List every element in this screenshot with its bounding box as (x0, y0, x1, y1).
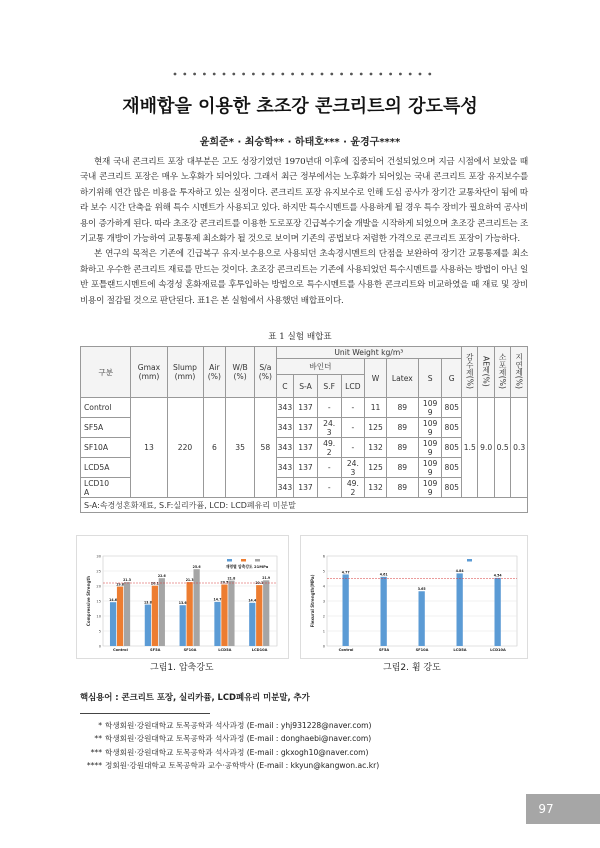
decorative-dot (419, 73, 422, 76)
cell-latex: 89 (386, 478, 418, 498)
bar-value-label: 20.1 (150, 581, 159, 586)
paragraph-2: 본 연구의 목적은 기존에 긴급복구 유지·보수용으로 사용되던 초속경시멘트의 단점을 보완하여 장기간 교통통제를 최소화하고 우수한 콘크리트 재료를 만드는 것이다. 초조강 콘크리트는 기존에 사용되었던 특수시멘트를 사용하는 방법이 아닌 일반 포틀랜드시멘트에 속경성 혼화재료를 후투입하는 방법으로 특수시멘트를 사용한 콘크리트와 비교하였을 때 재료 및 장비 비용이 절감될 것으로 판단된다. 표1은 본 실험에서 사용했던 배합표이다. (80, 249, 528, 306)
decorative-dot-row (172, 71, 432, 77)
bar (180, 605, 186, 646)
bar (110, 602, 116, 646)
cell-defoamer: 0.5 (494, 398, 510, 498)
bar-value-label: 21.8 (227, 576, 236, 581)
x-tick-label: SF10A (183, 648, 197, 652)
cell-c: 343 (276, 398, 294, 418)
x-tick-label: LCD10A (490, 648, 506, 652)
bar (381, 577, 387, 646)
bar (117, 587, 123, 646)
cell-g: 805 (442, 398, 462, 418)
cell-w: 125 (365, 458, 387, 478)
bar-value-label: 4.54 (493, 573, 502, 578)
cell-c: 343 (276, 438, 294, 458)
page-number: 97 (538, 802, 554, 816)
cell-lcd: - (341, 398, 365, 418)
y-tick-label: 4 (322, 584, 325, 589)
x-tick-label: Control (338, 648, 354, 652)
y-tick-label: 15 (96, 599, 101, 604)
header-c: C (276, 375, 294, 398)
footnote-rule (80, 713, 210, 714)
y-tick-label: 10 (96, 614, 101, 619)
cell-latex: 89 (386, 458, 418, 478)
header-defoamer: 소포제(%) (494, 347, 510, 398)
header-s-a: S-A (294, 375, 318, 398)
x-tick-label: Control (112, 648, 128, 652)
row-name: SF5A (81, 418, 131, 438)
chart-title: 재령별 압축강도 21MPa (225, 564, 269, 569)
cell-g: 805 (442, 458, 462, 478)
bar-value-label: 14.7 (213, 597, 222, 602)
bar-value-label: 20.5 (220, 580, 229, 585)
y-tick-label: 25 (96, 569, 101, 574)
y-axis-label: Compressive Strength (86, 575, 91, 627)
bar (159, 578, 165, 646)
decorative-dot (409, 73, 412, 76)
cell-latex: 89 (386, 438, 418, 458)
decorative-dot (399, 73, 402, 76)
author-note (78, 759, 379, 772)
bar-value-label: 21.9 (262, 576, 271, 581)
cell-g: 805 (442, 478, 462, 498)
decorative-dot (389, 73, 392, 76)
author-note (78, 732, 379, 745)
decorative-dot (213, 73, 216, 76)
decorative-dot (428, 73, 431, 76)
x-tick-label: LCD5A (218, 648, 232, 652)
y-axis-label: Flexural Strength(MPa) (310, 574, 315, 628)
bar-value-label: 20.3 (255, 580, 264, 585)
bar (228, 581, 234, 646)
paper-title: 재배합을 이용한 초조강 콘크리트의 강도특성 (122, 96, 478, 117)
cell-s: 109 9 (418, 398, 442, 418)
cell-s-a: 137 (294, 418, 318, 438)
cell-lcd: - (341, 438, 365, 458)
table-caption: 표 1 실험 배합표 (268, 332, 332, 342)
bar-value-label: 13.8 (143, 600, 152, 605)
cell-s-a: 137 (294, 398, 318, 418)
author-note (78, 746, 379, 759)
decorative-dot (330, 73, 333, 76)
decorative-dot (272, 73, 275, 76)
note-mark: * (98, 721, 102, 730)
legend-swatch (241, 559, 246, 562)
legend-swatch (255, 559, 260, 562)
cell-w: 11 (365, 398, 387, 418)
decorative-dot (252, 73, 255, 76)
author-list: 윤희준* · 최승학** · 하태호*** · 윤경구**** (199, 137, 401, 148)
header-sa: S/a (%) (255, 347, 277, 398)
cell-ae: 9.0 (478, 398, 494, 498)
bar-value-label: 19.8 (116, 582, 124, 587)
note-text: 학생회원·강원대학교 토목공학과 석사과정 (E-mail : donghaebi@naver.com) (105, 734, 372, 744)
y-tick-label: 5 (98, 629, 101, 634)
bar-value-label: 4.61 (379, 572, 388, 577)
header-ae: AE제(%) (478, 347, 494, 398)
compressive-strength-chart (76, 535, 289, 659)
figure-2-caption: 그림2. 휨 강도 (383, 663, 441, 673)
cell-air: 6 (203, 398, 226, 498)
decorative-dot (340, 73, 343, 76)
cell-w: 132 (365, 438, 387, 458)
bar (214, 602, 220, 646)
bar-value-label: 14.6 (109, 598, 118, 602)
header-retarder: 지연제(%) (511, 347, 528, 398)
bar (145, 605, 151, 646)
header-lcd: LCD (341, 375, 365, 398)
cell-w: 125 (365, 418, 387, 438)
cell-s: 109 9 (418, 438, 442, 458)
cell-s-a: 137 (294, 458, 318, 478)
header-g: G (442, 359, 462, 398)
cell-sf: 24. 3 (317, 418, 341, 438)
bar (249, 603, 255, 646)
bar-value-label: 21.3 (123, 577, 131, 582)
legend-swatch (467, 559, 472, 562)
header-gmax: Gmax (mm) (131, 347, 167, 398)
y-tick-label: 3 (322, 599, 325, 604)
author-notes (78, 719, 379, 772)
cell-sf: - (317, 458, 341, 478)
decorative-dot (242, 73, 245, 76)
cell-reducer: 1.5 (462, 398, 478, 498)
decorative-dot (321, 73, 324, 76)
header-binder: 바인더 (276, 359, 365, 375)
decorative-dot (193, 73, 196, 76)
y-tick-label: 30 (96, 554, 101, 559)
bar (193, 569, 199, 646)
header-latex: Latex (386, 359, 418, 398)
y-tick-label: 0 (98, 644, 101, 649)
x-tick-label: SF5A (378, 648, 390, 652)
cell-g: 805 (442, 418, 462, 438)
header-type: 구분 (81, 347, 131, 398)
bar (221, 585, 227, 647)
y-tick-label: 5 (322, 569, 325, 574)
table-row (81, 398, 528, 418)
bar (495, 578, 501, 646)
cell-wb: 35 (226, 398, 255, 498)
cell-c: 343 (276, 478, 294, 498)
bar-value-label: 21.3 (185, 577, 194, 582)
cell-c: 343 (276, 418, 294, 438)
y-tick-label: 6 (322, 554, 325, 559)
y-tick-label: 2 (322, 614, 325, 619)
cell-sf: - (317, 478, 341, 498)
cell-sa: 58 (255, 398, 277, 498)
cell-lcd: 24. 3 (341, 458, 365, 478)
author-note (78, 719, 379, 732)
note-mark: **** (86, 760, 102, 770)
body-text (80, 155, 528, 309)
header-reducer: 감수제(%) (462, 347, 478, 398)
cell-lcd: 49. 2 (341, 478, 365, 498)
decorative-dot (262, 73, 265, 76)
legend-swatch (227, 559, 232, 562)
header-sf: S.F (317, 375, 341, 398)
flexural-strength-chart (300, 535, 528, 659)
note-mark: ** (94, 734, 102, 744)
cell-g: 805 (442, 438, 462, 458)
table-footnote: S-A:속경성혼화재료, S.F:실리카퓸, LCD: LCD폐유리 미분말 (81, 498, 528, 513)
cell-s-a: 137 (294, 478, 318, 498)
bar (419, 591, 425, 646)
bar (263, 580, 269, 646)
bar-value-label: 25.6 (192, 565, 201, 569)
header-slump: Slump (mm) (167, 347, 203, 398)
x-tick-label: LCD10A (251, 648, 268, 652)
cell-retarder: 0.3 (511, 398, 528, 498)
header-unit-weight: Unit Weight kg/m³ (276, 347, 461, 359)
bar (187, 582, 193, 646)
cell-c: 343 (276, 458, 294, 478)
row-name: SF10A (81, 438, 131, 458)
cell-w: 132 (365, 478, 387, 498)
decorative-dot (301, 73, 304, 76)
row-name: LCD5A (81, 458, 131, 478)
cell-s: 109 9 (418, 478, 442, 498)
cell-latex: 89 (386, 418, 418, 438)
decorative-dot (203, 73, 206, 76)
bar-value-label: 13.6 (178, 601, 187, 605)
y-tick-label: 1 (322, 629, 325, 634)
paragraph-1: 현재 국내 콘크리트 포장 대부분은 고도 성장기였던 1970년대 이후에 집중되어 건설되었으며 지금 시점에서 보았을 때 국내 콘크리트 포장은 매우 노후화가 되어있다. 그래서 최근 정부에서는 노후화가 되어있는 국내 콘크리트 포장 유지보수를 하기위해 연간 많은 비용을 투자하고 있는 실정이다. 콘크리트 포장 유지보수로 인해 도심 공사가 장기간 교통차단이 됨에 따라 보수 시간 단축을 위해 특수 시멘트가 사용되고 있다. 하지만 특수시멘트를 사용하게 될 경우 특수 장비가 필요하여 공사비용이 증가하게 된다. 따라 초조강 콘크리트를 이용한 도로포장 긴급복수기술 개발을 시작하게 되었으며 초조강 콘크리트는 조기교통 개방이 가능하여 교통통제 최소화가 될 것으로 보이며 기존의 공법보다 저렴한 가격으로 콘크리트 포장이 가능하다. (80, 157, 528, 245)
cell-sf: 49. 2 (317, 438, 341, 458)
bar (343, 574, 349, 646)
note-mark: *** (90, 747, 102, 757)
cell-s-a: 137 (294, 438, 318, 458)
decorative-dot (350, 73, 353, 76)
note-text: 학생회원·강원대학교 토목공학과 석사과정 (E-mail : yhj931228@naver.com) (105, 721, 372, 730)
bar (256, 585, 262, 646)
y-tick-label: 20 (96, 584, 101, 589)
bar-value-label: 3.65 (417, 587, 426, 592)
decorative-dot (183, 73, 186, 76)
x-tick-label: SF5A (150, 648, 161, 652)
x-tick-label: SF10A (415, 648, 429, 652)
cell-gmax: 13 (131, 398, 167, 498)
cell-sf: - (317, 398, 341, 418)
bar (124, 582, 130, 646)
decorative-dot (370, 73, 373, 76)
note-text: 학생회원·강원대학교 토목공학과 석사과정 (E-mail : gkxogh10@naver.com) (105, 747, 369, 757)
decorative-dot (232, 73, 235, 76)
y-tick-label: 0 (322, 644, 325, 649)
decorative-dot (379, 73, 382, 76)
decorative-dot (291, 73, 294, 76)
cell-slump: 220 (167, 398, 203, 498)
bar (457, 573, 463, 646)
decorative-dot (223, 73, 226, 76)
header-w: W (365, 359, 387, 398)
keywords: 핵심용어 : 콘크리트 포장, 실리카퓸, LCD폐유리 미분말, 추가 (80, 692, 310, 702)
header-wb: W/B (%) (226, 347, 255, 398)
x-tick-label: LCD5A (453, 648, 467, 652)
decorative-dot (311, 73, 314, 76)
decorative-dot (174, 73, 177, 76)
row-name: LCD10 A (81, 478, 131, 498)
figure-1-caption: 그림1. 압축강도 (150, 663, 214, 673)
mix-design-table (80, 346, 528, 513)
cell-s: 109 9 (418, 458, 442, 478)
bar (152, 586, 158, 646)
bar-value-label: 22.6 (157, 574, 166, 578)
header-air: Air (%) (203, 347, 226, 398)
header-s: S (418, 359, 442, 398)
bar-value-label: 14.4 (248, 598, 257, 603)
decorative-dot (360, 73, 363, 76)
cell-lcd: - (341, 418, 365, 438)
cell-s: 109 9 (418, 418, 442, 438)
cell-latex: 89 (386, 398, 418, 418)
bar-value-label: 4.77 (341, 570, 350, 575)
decorative-dot (281, 73, 284, 76)
row-name: Control (81, 398, 131, 418)
note-text: 정회원·강원대학교 토목공학과 교수·공학박사 (E-mail : kkyun@kangwon.ac.kr) (105, 760, 380, 770)
bar-value-label: 4.84 (455, 569, 464, 574)
